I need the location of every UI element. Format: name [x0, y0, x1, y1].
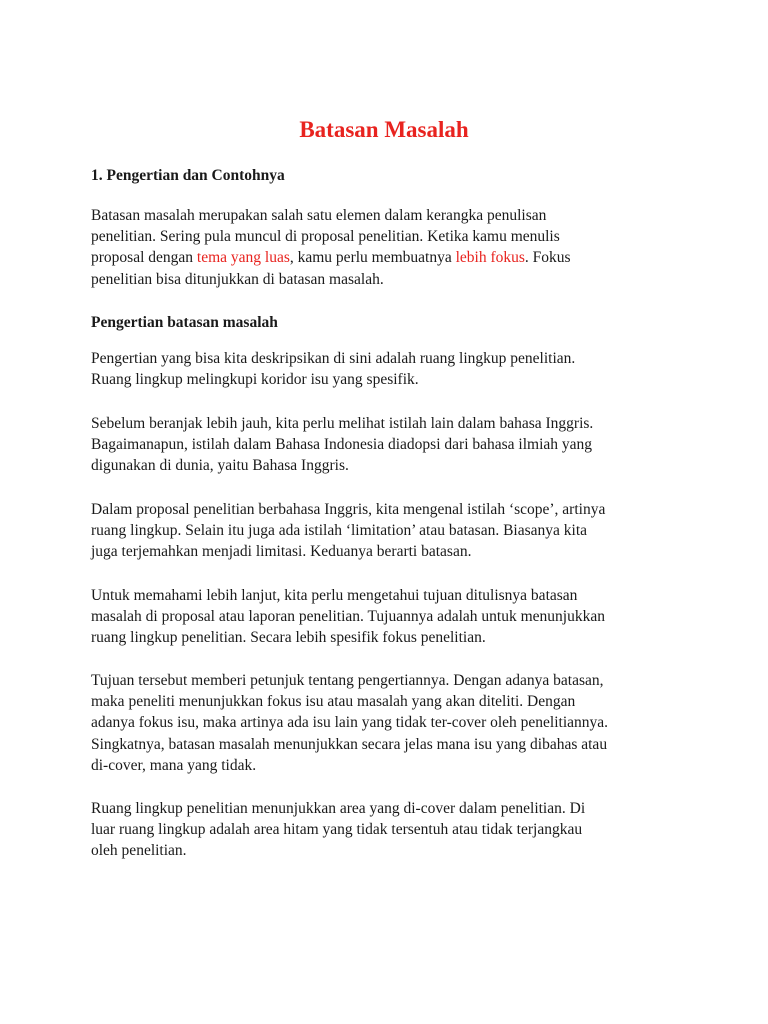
body-paragraph: [91, 348, 691, 390]
paragraph-line: ruang lingkup. Selain itu juga ada istilah ‘limitation’ atau batasan. Biasanya kita: [91, 522, 588, 540]
paragraph-line: maka peneliti menunjukkan fokus isu atau masalah yang akan diteliti. Dengan: [91, 693, 576, 711]
paragraph-line: Sebelum beranjak lebih jauh, kita perlu melihat istilah lain dalam bahasa Inggris.: [91, 415, 594, 432]
paragraph-line: Tujuan tersebut memberi petunjuk tentang pengertiannya. Dengan adanya batasan,: [91, 672, 604, 689]
body-paragraph: [91, 585, 691, 649]
body-paragraph: [91, 413, 691, 477]
body-paragraph: [91, 670, 691, 776]
paragraph-line: Ruang lingkup melingkupi koridor isu yang spesifik.: [91, 371, 419, 389]
paragraph-line: Bagaimanapun, istilah dalam Bahasa Indonesia diadopsi dari bahasa ilmiah yang: [91, 436, 593, 454]
intro-paragraph: [91, 205, 691, 290]
highlight-broad-theme: tema yang luas: [196, 249, 290, 267]
paragraph-line: juga terjemahkan menjadi limitasi. Keduanya berarti batasan.: [91, 543, 472, 561]
section-heading-2: Pengertian batasan masalah: [91, 314, 278, 331]
paragraph-line: ruang lingkup penelitian. Secara lebih spesifik fokus penelitian.: [91, 629, 486, 647]
paragraph-line: oleh penelitian.: [91, 842, 187, 860]
intro-line-text: . Fokus: [524, 249, 571, 267]
paragraph-line: Untuk memahami lebih lanjut, kita perlu mengetahui tujuan ditulisnya batasan: [91, 587, 578, 604]
intro-line: Batasan masalah merupakan salah satu elemen dalam kerangka penulisan: [91, 207, 547, 224]
paragraph-line: di-cover, mana yang tidak.: [91, 756, 257, 774]
paragraph-line: digunakan di dunia, yaitu Bahasa Inggris.: [91, 457, 349, 475]
intro-line: penelitian bisa ditunjukkan di batasan masalah.: [91, 270, 384, 288]
intro-line-text: , kamu perlu membuatnya: [289, 249, 456, 267]
intro-line-text: proposal dengan: [91, 249, 197, 267]
section-heading-1: 1. Pengertian dan Contohnya: [91, 167, 285, 184]
highlight-more-focus: lebih fokus: [455, 249, 525, 267]
paragraph-line: adanya fokus isu, maka artinya ada isu lain yang tidak ter-cover oleh penelitiannya.: [91, 714, 609, 732]
paragraph-line: Dalam proposal penelitian berbahasa Inggris, kita mengenal istilah ‘scope’, artinya: [91, 501, 606, 518]
body-paragraph: [91, 798, 691, 862]
paragraph-line: Ruang lingkup penelitian menunjukkan area yang di-cover dalam penelitian. Di: [91, 800, 586, 817]
document-title: Batasan Masalah: [299, 117, 469, 142]
paragraph-line: masalah di proposal atau laporan penelitian. Tujuannya adalah untuk menunjukkan: [91, 608, 605, 626]
paragraph-line: Pengertian yang bisa kita deskripsikan di sini adalah ruang lingkup penelitian.: [91, 350, 576, 367]
paragraph-line: luar ruang lingkup adalah area hitam yang tidak tersentuh atau tidak terjangkau: [91, 821, 583, 839]
intro-line: penelitian. Sering pula muncul di proposal penelitian. Ketika kamu menulis: [91, 228, 560, 246]
body-paragraph: [91, 499, 691, 563]
paragraph-line: Singkatnya, batasan masalah menunjukkan secara jelas mana isu yang dibahas atau: [91, 735, 608, 753]
